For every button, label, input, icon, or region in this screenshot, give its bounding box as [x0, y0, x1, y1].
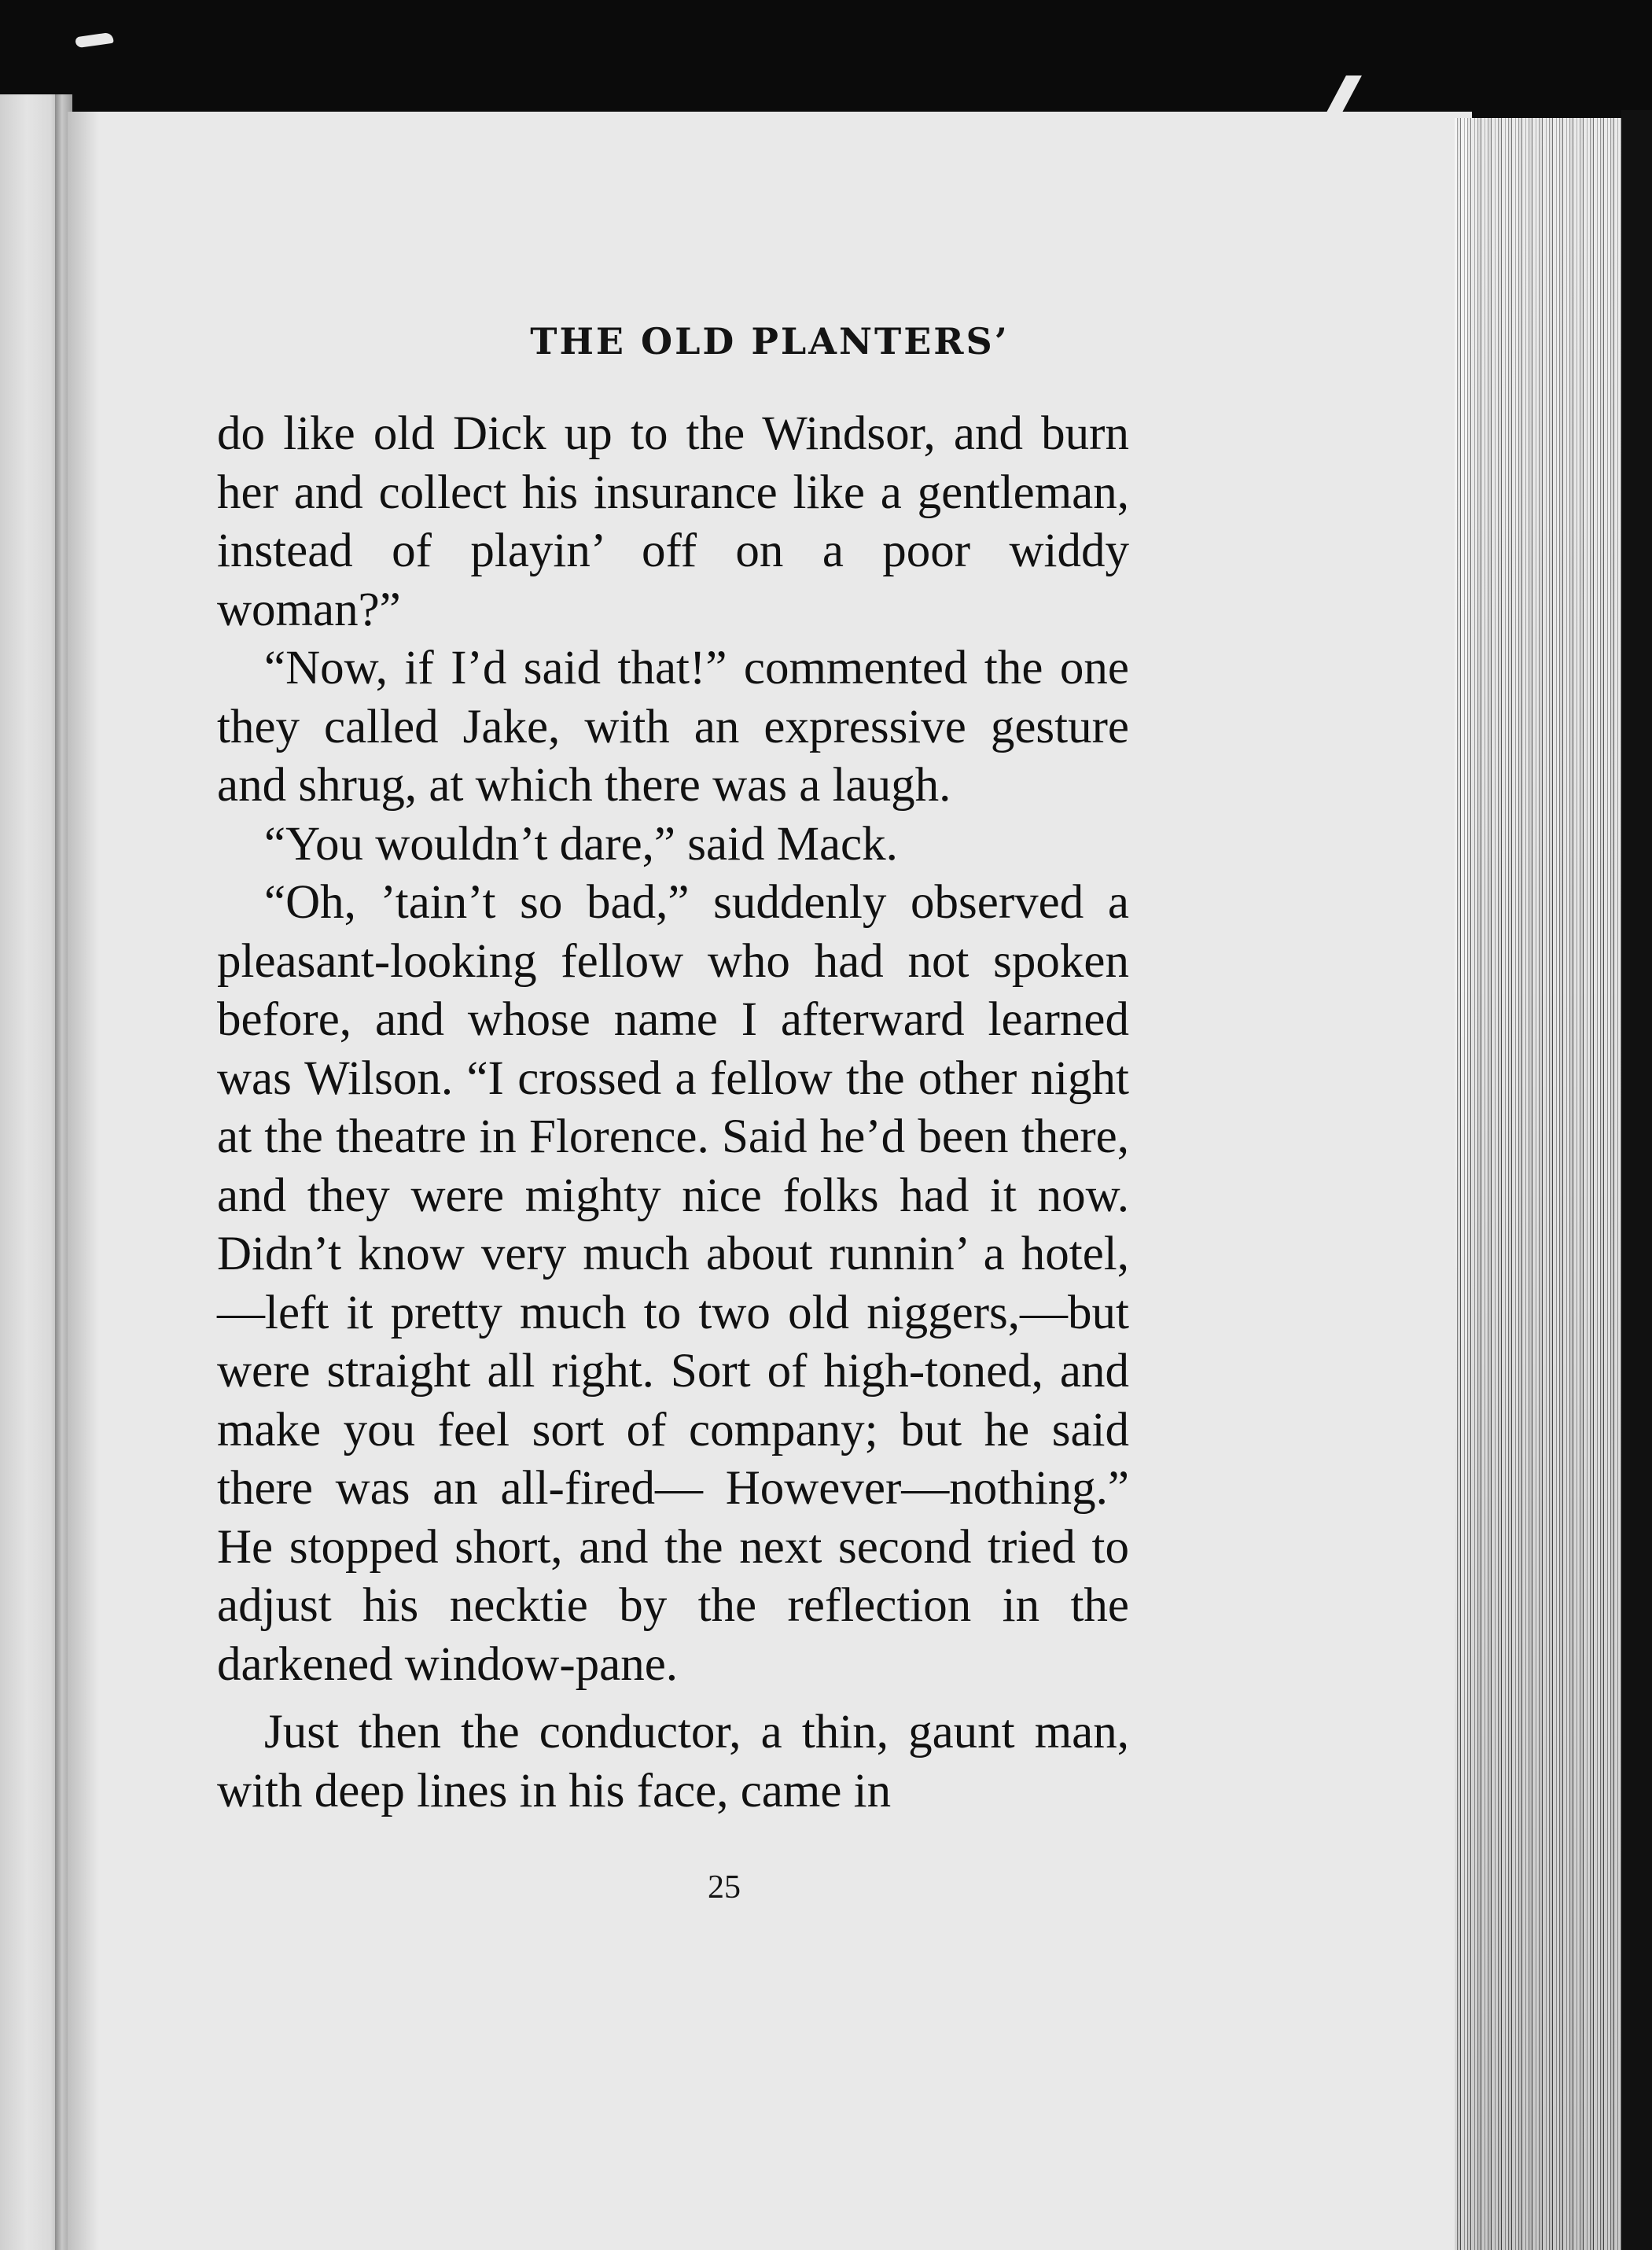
running-head: THE OLD PLANTERS’ — [530, 320, 1010, 363]
paragraph: Just then the conductor, a thin, gaunt man, with deep lines in his face, came in — [217, 1706, 1129, 1817]
scan-background-right — [1621, 110, 1652, 2250]
paragraph: do like old Dick up to the Windsor, and burn her and collect his insurance like a gentleman, instead of playin’ off on a poor widdy woman?” — [217, 407, 1129, 636]
paragraph: “Now, if I’d said that!” commented the one they called Jake, with an expressive gesture and shrug, at which there was a laugh. — [217, 642, 1129, 812]
paragraph: “You wouldn’t dare,” said Mack. — [264, 817, 898, 871]
page-number: 25 — [708, 1869, 741, 1906]
page-shadow — [68, 112, 99, 2250]
body-text — [217, 405, 1129, 1821]
scan-fleck — [75, 32, 113, 49]
page-stack-shading — [1455, 118, 1628, 2250]
paragraph: “Oh, ’tain’t so bad,” suddenly observed a pleasant-looking fellow who had not spoken before, and whose name I afterward learned was Wilson. “I crossed a fellow the other night at the theatre in Florence. Said he’d been there, and they were mighty nice folks had it now. Didn’t know very much about runnin’ a hotel,—left it pretty much to two old niggers,—but were straight all right. Sort of high-toned, and make you feel sort of company; but he said there was an all-fired— However—nothing.” He stopped short, and the next second tried to adjust his necktie by the reflection in the darkened window-pane. — [217, 876, 1129, 1691]
